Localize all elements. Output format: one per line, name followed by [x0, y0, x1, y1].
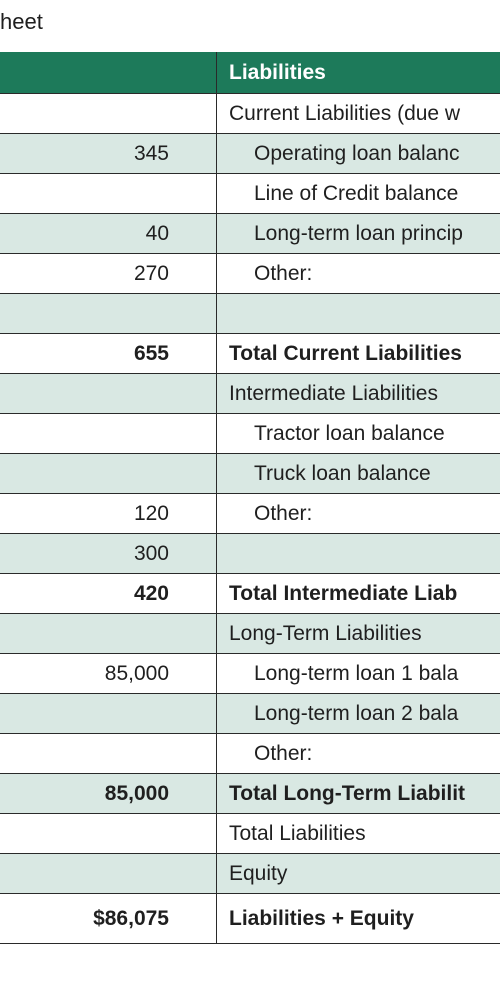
label-cell	[217, 214, 500, 253]
table-row	[0, 134, 500, 174]
label-cell	[217, 774, 500, 813]
value-cell	[0, 654, 217, 693]
label-cell	[217, 814, 500, 853]
liability-label: Total Long-Term Liabilit	[229, 782, 466, 805]
label-cell	[217, 374, 500, 413]
value-cell	[0, 814, 217, 853]
label-cell	[217, 654, 500, 693]
label-cell	[217, 734, 500, 773]
label-cell	[217, 94, 500, 133]
value-cell	[0, 454, 217, 493]
table-row	[0, 174, 500, 214]
table-row	[0, 374, 500, 414]
value-cell	[0, 334, 217, 373]
label-cell	[217, 894, 500, 943]
liability-label: Other:	[254, 502, 313, 525]
liability-label: Operating loan balanc	[254, 142, 460, 165]
liability-label: Long-term loan 1 bala	[254, 662, 459, 685]
value-cell	[0, 894, 217, 943]
table-row	[0, 294, 500, 334]
label-cell	[217, 694, 500, 733]
label-cell	[217, 254, 500, 293]
header-right-cell	[217, 52, 500, 93]
table-header-row	[0, 52, 500, 94]
value-cell	[0, 494, 217, 533]
value-text: 655	[133, 342, 169, 365]
value-text: 270	[133, 262, 169, 285]
value-cell	[0, 414, 217, 453]
value-cell	[0, 694, 217, 733]
liability-label: Long-Term Liabilities	[229, 622, 422, 645]
value-text: 120	[133, 502, 169, 525]
value-text: 300	[133, 542, 169, 565]
table-row	[0, 454, 500, 494]
header-left-cell	[0, 52, 217, 93]
value-cell	[0, 174, 217, 213]
table-row	[0, 614, 500, 654]
liability-label: Total Liabilities	[229, 822, 366, 845]
value-cell	[0, 214, 217, 253]
value-text: 85,000	[104, 782, 169, 805]
table-row	[0, 654, 500, 694]
table-row	[0, 254, 500, 294]
liability-label: Total Intermediate Liab	[229, 582, 458, 605]
value-text: 420	[133, 582, 169, 605]
value-text: 85,000	[104, 662, 169, 685]
liability-label: Other:	[254, 262, 313, 285]
label-cell	[217, 854, 500, 893]
label-cell	[217, 534, 500, 573]
value-cell	[0, 294, 217, 333]
label-cell	[217, 134, 500, 173]
value-text: 345	[133, 142, 169, 165]
liability-label: Equity	[229, 862, 288, 885]
table-row	[0, 534, 500, 574]
value-cell	[0, 854, 217, 893]
label-cell	[217, 494, 500, 533]
liability-label: Long-term loan princip	[254, 222, 463, 245]
table-body	[0, 94, 500, 944]
label-cell	[217, 294, 500, 333]
table-row	[0, 494, 500, 534]
value-cell	[0, 254, 217, 293]
value-cell	[0, 374, 217, 413]
table-row	[0, 814, 500, 854]
value-cell	[0, 94, 217, 133]
table-row	[0, 414, 500, 454]
table-row	[0, 334, 500, 374]
label-cell	[217, 414, 500, 453]
page-title: heet	[0, 9, 43, 34]
liability-label: Long-term loan 2 bala	[254, 702, 459, 725]
liability-label: Line of Credit balance	[254, 182, 459, 205]
table-row	[0, 894, 500, 944]
value-cell	[0, 134, 217, 173]
table-row	[0, 734, 500, 774]
value-cell	[0, 574, 217, 613]
label-cell	[217, 174, 500, 213]
table-row	[0, 774, 500, 814]
label-cell	[217, 334, 500, 373]
liability-label: Intermediate Liabilities	[229, 382, 438, 405]
value-text: $86,075	[93, 907, 169, 930]
label-cell	[217, 454, 500, 493]
liabilities-header: Liabilities	[229, 61, 326, 84]
value-cell	[0, 614, 217, 653]
liability-label: Tractor loan balance	[254, 422, 445, 445]
balance-sheet-table	[0, 52, 500, 944]
liability-label: Other:	[254, 742, 313, 765]
label-cell	[217, 614, 500, 653]
liability-label: Total Current Liabilities	[229, 342, 462, 365]
value-cell	[0, 734, 217, 773]
table-row	[0, 854, 500, 894]
value-cell	[0, 774, 217, 813]
table-row	[0, 214, 500, 254]
value-cell	[0, 534, 217, 573]
value-text: 40	[145, 222, 169, 245]
liability-label: Truck loan balance	[254, 462, 431, 485]
label-cell	[217, 574, 500, 613]
table-row	[0, 574, 500, 614]
liability-label: Current Liabilities (due w	[229, 102, 461, 125]
table-row	[0, 694, 500, 734]
table-row	[0, 94, 500, 134]
liability-label: Liabilities + Equity	[229, 907, 414, 930]
